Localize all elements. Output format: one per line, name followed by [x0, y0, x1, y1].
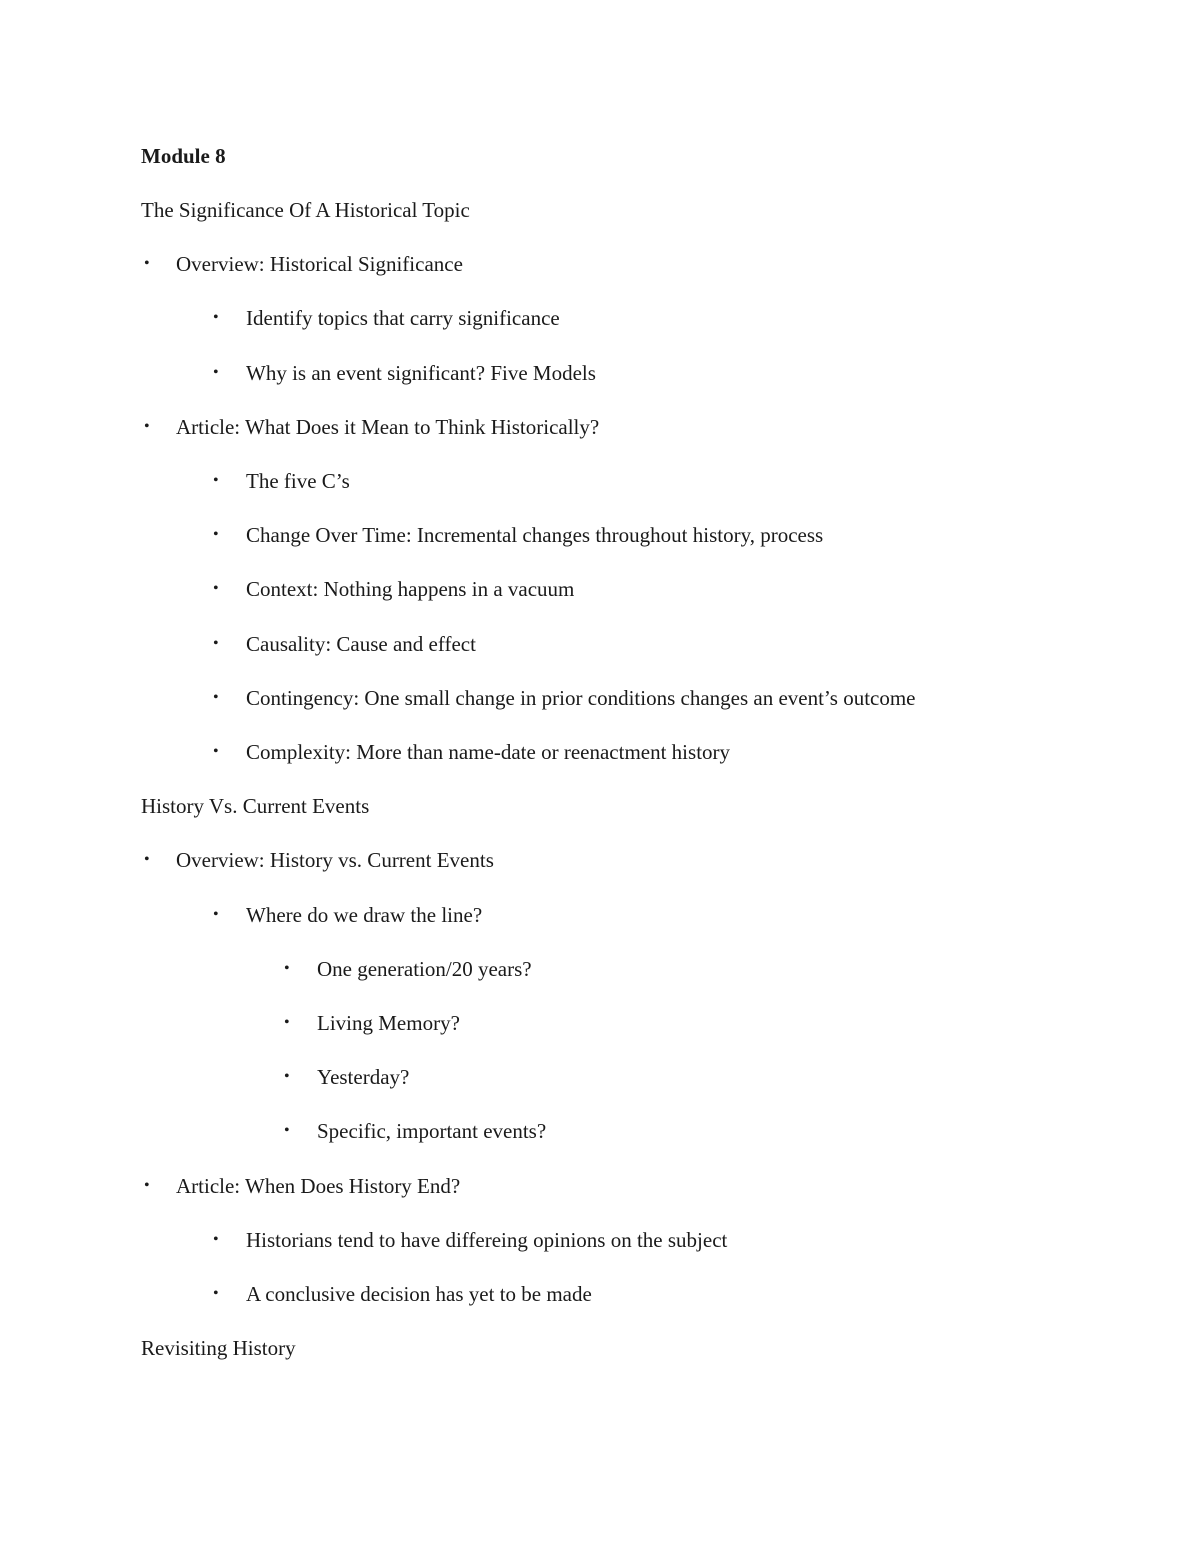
list-item-level-3: Specific, important events? — [317, 1119, 547, 1144]
section-heading: Revisiting History — [141, 1336, 296, 1361]
bullet-icon: • — [213, 472, 219, 489]
bullet-icon: • — [144, 851, 150, 869]
bullet-icon: • — [213, 1230, 219, 1248]
section-heading: History Vs. Current Events — [141, 794, 370, 819]
bullet-icon: • — [284, 1122, 290, 1140]
bullet-icon: • — [284, 1068, 290, 1086]
list-item-level-3: One generation/20 years? — [317, 956, 532, 981]
list-item-level-2: Contingency: One small change in prior conditions changes an event’s outcome — [246, 685, 916, 710]
bullet-icon: • — [213, 363, 219, 381]
bullet-icon: • — [213, 634, 219, 652]
bullet-icon: • — [284, 959, 290, 977]
bullet-icon: • — [213, 743, 219, 760]
bullet-icon: • — [213, 309, 219, 327]
list-item-level-3: Living Memory? — [317, 1011, 460, 1035]
list-item-level-2: Where do we draw the line? — [246, 902, 483, 927]
bullet-icon: • — [213, 1285, 219, 1302]
list-item-level-1: Article: What Does it Mean to Think Historically? — [176, 414, 600, 439]
document-title: Module 8 — [141, 144, 226, 168]
bullet-icon: • — [144, 1176, 150, 1194]
bullet-icon: • — [284, 1014, 290, 1031]
bullet-icon: • — [213, 905, 219, 923]
bullet-icon: • — [144, 417, 150, 435]
list-item-level-2: Identify topics that carry significance — [246, 306, 560, 331]
list-item-level-1: Overview: Historical Significance — [176, 252, 463, 277]
list-item-level-3: Yesterday? — [317, 1065, 410, 1090]
list-item-level-2: Why is an event significant? Five Models — [246, 360, 596, 385]
list-item-level-2: A conclusive decision has yet to be made — [246, 1282, 592, 1306]
list-item-level-2: Causality: Cause and effect — [246, 631, 476, 656]
list-item-level-2: Complexity: More than name-date or reenactment history — [246, 740, 731, 764]
list-item-level-2: Change Over Time: Incremental changes throughout history, process — [246, 523, 824, 548]
list-item-level-2: The five C’s — [246, 469, 350, 493]
section-heading: The Significance Of A Historical Topic — [141, 198, 470, 222]
bullet-icon: • — [213, 526, 219, 544]
bullet-icon: • — [213, 688, 219, 706]
list-item-level-2: Context: Nothing happens in a vacuum — [246, 577, 575, 602]
list-item-level-1: Article: When Does History End? — [176, 1173, 461, 1198]
list-item-level-1: Overview: History vs. Current Events — [176, 848, 494, 873]
bullet-icon: • — [144, 255, 150, 273]
list-item-level-2: Historians tend to have differeing opinions on the subject — [246, 1227, 728, 1252]
bullet-icon: • — [213, 580, 219, 598]
